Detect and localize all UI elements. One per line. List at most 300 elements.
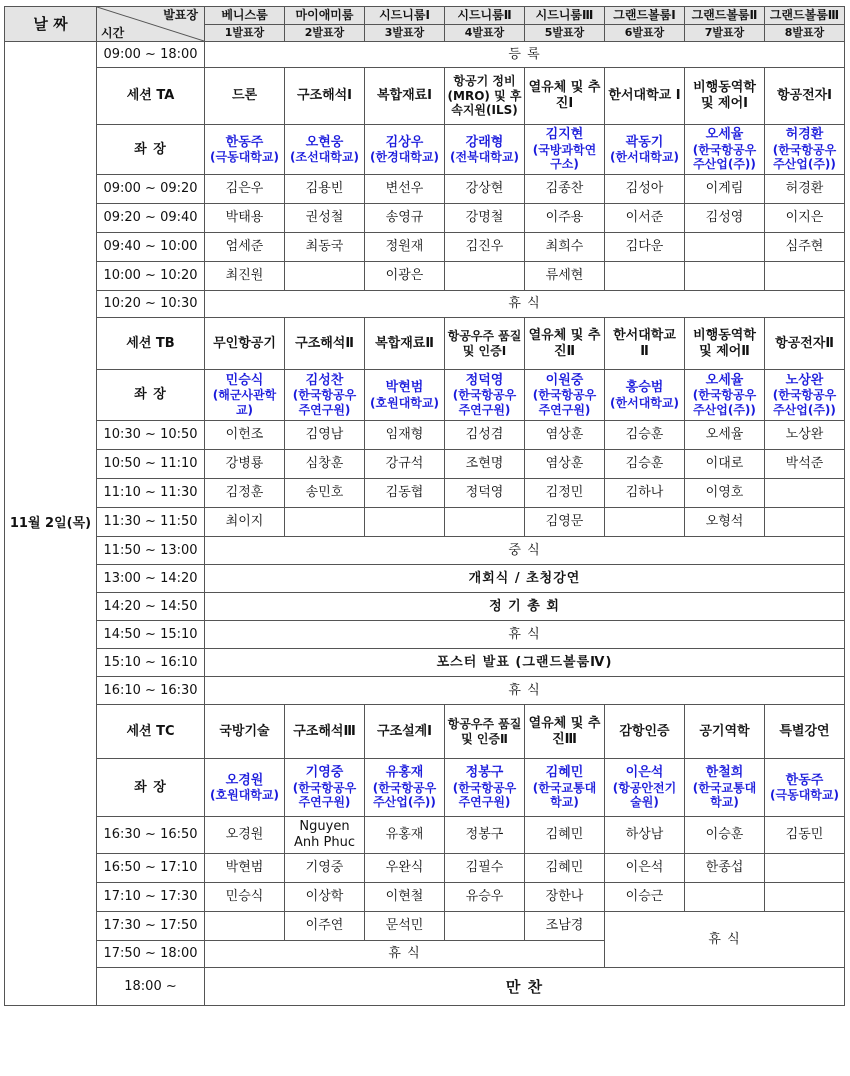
chair-cell: [765, 370, 845, 421]
session-topic: [285, 318, 365, 370]
hall-header: [525, 25, 605, 42]
presenter-cell: [205, 912, 285, 941]
time-value: 16:50 ~ 17:10: [103, 860, 198, 876]
presenter-name: 이광은: [385, 268, 424, 284]
session-topic: [685, 318, 765, 370]
presenter-cell: [205, 508, 285, 537]
topic-text: 항공기 정비(MRO) 및 후속지원(ILS): [447, 74, 522, 118]
date-cell: [5, 42, 97, 1006]
chair-org: (한국교통대학교): [532, 780, 597, 810]
chair-name: 김성찬: [305, 372, 344, 388]
event-cell: [205, 565, 845, 593]
presenter-cell: [605, 508, 685, 537]
presenter-name: 변선우: [385, 181, 424, 197]
presenter-cell: [765, 508, 845, 537]
presenter-name: 민승식: [225, 889, 264, 905]
presenter-cell: [285, 854, 365, 883]
presenter-cell: [525, 233, 605, 262]
chair-name: 김지현: [545, 127, 584, 143]
room-header: [525, 7, 605, 25]
session-topic: [685, 705, 765, 759]
topic-text: 구조해석Ⅲ: [293, 723, 356, 739]
presenter-name: 이계림: [705, 181, 744, 197]
chair-org: (한서대학교): [610, 395, 679, 410]
time-value: 14:20 ~ 14:50: [103, 598, 198, 614]
presenter-cell: [445, 883, 525, 912]
topic-text: 구조해석Ⅰ: [296, 88, 353, 104]
time-cell: [97, 565, 205, 593]
presenter-name: 김영문: [545, 514, 584, 530]
hall-name: 8발표장: [784, 26, 825, 40]
presenter-cell: [445, 912, 525, 941]
session-label-text: 세션 TB: [126, 335, 175, 351]
chair-cell: [605, 370, 685, 421]
chair-org: (한국교통대학교): [692, 780, 757, 810]
presenter-name: 강규석: [385, 456, 424, 472]
presenter-name: 김성겸: [465, 427, 504, 443]
presenter-name: 류세현: [545, 268, 584, 284]
event-cell: [205, 677, 845, 705]
presenter-cell: [285, 912, 365, 941]
room-header: [205, 7, 285, 25]
hall-name: 1발표장: [224, 26, 265, 40]
chair-name: 허경환: [785, 127, 824, 143]
event-cell: [205, 593, 845, 621]
presenter-cell: [445, 479, 525, 508]
hall-header: [205, 25, 285, 42]
presenter-cell: [605, 479, 685, 508]
chair-cell: [765, 125, 845, 175]
presenter-cell: [205, 817, 285, 854]
time-cell: [97, 42, 205, 68]
hall-name: 5발표장: [544, 26, 585, 40]
presenter-cell: [685, 817, 765, 854]
time-cell: [97, 621, 205, 649]
topic-text: 국방기술: [219, 723, 270, 739]
room-name: 시드니룸Ⅱ: [457, 8, 512, 23]
presenter-name: 우완식: [385, 860, 424, 876]
presenter-cell: [205, 233, 285, 262]
presenter-cell: [605, 233, 685, 262]
hall-header: [605, 25, 685, 42]
registration-label: 등 록: [508, 46, 541, 62]
presenter-name: 박현범: [225, 860, 264, 876]
chair-name: 김혜민: [545, 765, 584, 781]
presenter-name: 정원재: [385, 239, 424, 255]
chair-name: 박현범: [385, 380, 424, 395]
presenter-cell: [605, 854, 685, 883]
presenter-cell: [365, 508, 445, 537]
presenter-cell: [685, 854, 765, 883]
chair-name: 김상우: [385, 134, 424, 150]
presenter-cell: [685, 233, 765, 262]
presenter-cell: [685, 204, 765, 233]
presenter-name: 염상훈: [545, 427, 584, 443]
room-header: [365, 7, 445, 25]
time-cell: [97, 421, 205, 450]
presenter-name: 이은석: [625, 860, 664, 876]
presenter-cell: [765, 421, 845, 450]
hall-name: 6발표장: [624, 26, 665, 40]
presenter-cell: [445, 204, 525, 233]
presenter-cell: [365, 450, 445, 479]
presenter-cell: [285, 479, 365, 508]
break-label: 휴 식: [708, 931, 741, 947]
time-value: 10:00 ~ 10:20: [103, 268, 198, 284]
chair-cell: [605, 759, 685, 817]
presenter-name: 김승훈: [625, 456, 664, 472]
chair-name: 한철희: [705, 765, 744, 781]
time-cell: [97, 291, 205, 318]
session-topic: [205, 318, 285, 370]
presenter-cell: [365, 883, 445, 912]
time-cell: [97, 968, 205, 1006]
session-topic: [765, 318, 845, 370]
presenter-name: 권성철: [305, 210, 344, 226]
time-cell: [97, 649, 205, 677]
presenter-name: 김종찬: [545, 181, 584, 197]
presenter-cell: [765, 817, 845, 854]
chair-org: (한국항공우주연구원): [292, 388, 357, 417]
presenter-cell: [445, 817, 525, 854]
topic-text: 드론: [231, 88, 258, 104]
time-value: 15:10 ~ 16:10: [103, 654, 198, 670]
presenter-cell: [365, 854, 445, 883]
presenter-name: 이승근: [625, 889, 664, 905]
time-value: 13:00 ~ 14:20: [103, 570, 198, 586]
time-cell: [97, 883, 205, 912]
presenter-cell: [285, 508, 365, 537]
session-topic: [765, 68, 845, 125]
presenter-name: 김동민: [785, 827, 824, 843]
topic-text: 공기역학: [699, 723, 750, 739]
event-label: 포스터 발표 (그랜드볼룸Ⅳ): [436, 654, 613, 670]
presenter-cell: [525, 479, 605, 508]
break-cell: [205, 291, 845, 318]
presenter-cell: [285, 883, 365, 912]
presenter-cell: [525, 854, 605, 883]
presenter-cell: [685, 421, 765, 450]
chair-name: 정덕영: [465, 372, 504, 388]
chair-org: (항공안전기술원): [612, 780, 677, 810]
presenter-cell: [765, 175, 845, 204]
presenter-name: 김동협: [385, 485, 424, 501]
topic-text: 복합재료Ⅱ: [375, 335, 434, 351]
topic-text: 구조해석Ⅱ: [295, 335, 354, 351]
presenter-cell: [765, 233, 845, 262]
chair-org: (극동대학교): [770, 788, 839, 803]
presenter-cell: [445, 508, 525, 537]
break-cell: [605, 912, 845, 968]
chair-cell: [445, 125, 525, 175]
presenter-cell: [445, 262, 525, 291]
presenter-cell: [205, 883, 285, 912]
chair-org: (전북대학교): [450, 150, 519, 165]
date-header: [5, 7, 97, 42]
chair-name: 오현웅: [305, 134, 344, 150]
chair-name: 홍승범: [625, 380, 664, 395]
session-topic: [525, 705, 605, 759]
chair-label: [97, 759, 205, 817]
presenter-name: 장한나: [545, 889, 584, 905]
event-label: 개회식 / 초청강연: [468, 570, 581, 586]
hall-name: 3발표장: [384, 26, 425, 40]
chair-org: (호원대학교): [210, 788, 279, 803]
session-topic: [205, 705, 285, 759]
presenter-name: 강상현: [465, 181, 504, 197]
presenter-name: 최희수: [545, 239, 584, 255]
topic-text: 특별강연: [779, 723, 830, 739]
hall-name: 2발표장: [304, 26, 345, 40]
break-cell: [205, 941, 605, 968]
session-topic: [365, 318, 445, 370]
topic-text: 항공우주 품질 및 인증Ⅱ: [447, 717, 522, 746]
session-label: [97, 705, 205, 759]
chair-name: 오세율: [705, 372, 744, 388]
session-topic: [605, 705, 685, 759]
chair-label: [97, 125, 205, 175]
topic-text: 무인항공기: [213, 335, 276, 351]
presenter-cell: [605, 204, 685, 233]
room-header: [285, 7, 365, 25]
time-cell: [97, 204, 205, 233]
presenter-name: 유홍재: [385, 827, 424, 843]
presenter-cell: [685, 262, 765, 291]
session-topic: [605, 68, 685, 125]
presenter-cell: [285, 817, 365, 854]
chair-cell: [205, 370, 285, 421]
topic-text: 한서대학교 Ⅰ: [608, 88, 681, 104]
time-cell: [97, 479, 205, 508]
presenter-cell: [365, 262, 445, 291]
chair-org: (한국항공우주산업(주)): [772, 142, 837, 172]
chair-name: 기영중: [305, 765, 344, 781]
chair-cell: [445, 759, 525, 817]
event-label: 중 식: [508, 542, 541, 558]
presenter-name: 이영호: [705, 485, 744, 501]
presenter-cell: [605, 262, 685, 291]
presenter-name: 정덕영: [465, 485, 504, 501]
room-header: [605, 7, 685, 25]
time-value: 16:30 ~ 16:50: [103, 827, 198, 843]
presenter-name: 노상완: [785, 427, 824, 443]
topic-text: 열유체 및 추진Ⅱ: [528, 327, 601, 359]
presenter-name: 오형석: [705, 514, 744, 530]
room-name: 그랜드볼룸Ⅱ: [691, 8, 758, 23]
hall-header: [685, 25, 765, 42]
chair-org: (조선대학교): [290, 150, 359, 165]
chair-org: (한서대학교): [610, 150, 679, 165]
chair-label-text: 좌 장: [134, 387, 167, 403]
presenter-cell: [365, 233, 445, 262]
chair-org: (한국항공우주연구원): [532, 388, 597, 417]
topic-text: 구조설계Ⅰ: [376, 723, 433, 739]
presenter-name: 심주현: [785, 239, 824, 255]
presenter-cell: [445, 421, 525, 450]
event-label: 휴 식: [508, 626, 541, 642]
date-value: 11월 2일(목): [9, 515, 92, 531]
dinner-label: 만 찬: [505, 977, 544, 996]
time-value: 17:30 ~ 17:50: [103, 918, 198, 934]
chair-name: 이원중: [545, 372, 584, 388]
presenter-cell: [605, 883, 685, 912]
chair-org: (한국항공우주산업(주)): [692, 388, 757, 417]
presenter-cell: [605, 175, 685, 204]
chair-cell: [525, 125, 605, 175]
room-name: 마이애미룸: [295, 8, 354, 23]
chair-org: (한국항공우주연구원): [292, 780, 357, 810]
presenter-name: 염상훈: [545, 456, 584, 472]
presenter-name: 기영중: [305, 860, 344, 876]
presenter-cell: [445, 175, 525, 204]
presenter-cell: [685, 450, 765, 479]
room-name: 시드니룸Ⅰ: [379, 8, 430, 23]
presenter-cell: [205, 421, 285, 450]
presenter-name: 임재형: [385, 427, 424, 443]
time-value: 09:00 ~ 09:20: [103, 181, 198, 197]
chair-label-text: 좌 장: [134, 141, 167, 157]
chair-org: (한국항공우주산업(주)): [372, 780, 437, 810]
chair-cell: [765, 759, 845, 817]
event-label: 정 기 총 회: [489, 598, 560, 614]
chair-name: 한동주: [225, 134, 264, 150]
chair-name: 정봉구: [465, 765, 504, 781]
chair-cell: [685, 370, 765, 421]
presenter-cell: [525, 883, 605, 912]
chair-cell: [445, 370, 525, 421]
presenter-name: 강병룡: [225, 456, 264, 472]
presenter-cell: [765, 854, 845, 883]
presenter-cell: [525, 262, 605, 291]
room-header: [445, 7, 525, 25]
presenter-cell: [365, 175, 445, 204]
presenter-cell: [365, 817, 445, 854]
time-cell: [97, 508, 205, 537]
time-value: 18:00 ~: [124, 978, 177, 994]
presenter-cell: [445, 233, 525, 262]
chair-org: (한국항공우주산업(주)): [772, 388, 837, 417]
presenter-name: 정봉구: [465, 827, 504, 843]
session-label: [97, 318, 205, 370]
hall-header: [765, 25, 845, 42]
topic-text: 감항인증: [619, 723, 670, 739]
chair-name: 오세율: [705, 127, 744, 143]
chair-name: 한동주: [785, 772, 824, 788]
chair-cell: [285, 125, 365, 175]
presenter-cell: [285, 450, 365, 479]
presenter-name: 문석민: [385, 918, 424, 934]
presenter-name: 김승훈: [625, 427, 664, 443]
presenter-name: 송민호: [305, 485, 344, 501]
presenter-name: 조현명: [465, 456, 504, 472]
chair-name: 민승식: [225, 372, 264, 388]
presenter-name: 이현철: [385, 889, 424, 905]
chair-cell: [365, 125, 445, 175]
presenter-name: 김진우: [465, 239, 504, 255]
presenter-cell: [765, 204, 845, 233]
presenter-name: 허경환: [785, 181, 824, 197]
presenter-name: 이상학: [305, 889, 344, 905]
chair-name: 이은석: [625, 765, 664, 781]
topic-text: 열유체 및 추진Ⅰ: [528, 80, 601, 111]
presenter-name: 박태용: [225, 210, 264, 226]
presenter-name: 한종섭: [705, 860, 744, 876]
time-value: 17:50 ~ 18:00: [103, 946, 198, 962]
presenter-cell: [285, 421, 365, 450]
presenter-name: 이주연: [305, 918, 344, 934]
chair-cell: [525, 370, 605, 421]
event-cell: [205, 537, 845, 565]
chair-org: (한국항공우주연구원): [452, 780, 517, 810]
chair-cell: [525, 759, 605, 817]
event-cell: [205, 649, 845, 677]
presenter-cell: [525, 175, 605, 204]
date-header-label: 날 짜: [33, 15, 68, 33]
venue-label: 발표장: [163, 8, 198, 22]
session-topic: [685, 68, 765, 125]
presenter-name: 엄세준: [225, 239, 264, 255]
chair-cell: [365, 370, 445, 421]
presenter-cell: [205, 262, 285, 291]
session-topic: [365, 68, 445, 125]
presenter-cell: [365, 912, 445, 941]
time-cell: [97, 537, 205, 565]
presenter-cell: [605, 421, 685, 450]
presenter-cell: [445, 854, 525, 883]
presenter-cell: [285, 175, 365, 204]
chair-cell: [605, 125, 685, 175]
presenter-name: 조남경: [545, 918, 584, 934]
time-value: 09:20 ~ 09:40: [103, 210, 198, 226]
break-label: 휴 식: [388, 946, 421, 962]
chair-org: (호원대학교): [370, 395, 439, 410]
presenter-cell: [205, 479, 285, 508]
chair-org: (극동대학교): [210, 150, 279, 165]
presenter-name: 오세율: [705, 427, 744, 443]
room-header: [685, 7, 765, 25]
presenter-name: 이승훈: [705, 827, 744, 843]
chair-name: 노상완: [785, 372, 824, 388]
presenter-name: 이지은: [785, 210, 824, 226]
room-header: [765, 7, 845, 25]
chair-org: (한국항공우주산업(주)): [692, 142, 757, 172]
presenter-cell: [365, 204, 445, 233]
presenter-cell: [765, 479, 845, 508]
presenter-name: 김혜민: [545, 860, 584, 876]
time-cell: [97, 941, 205, 968]
presenter-cell: [445, 450, 525, 479]
room-name: 그랜드볼룸Ⅰ: [613, 8, 676, 23]
chair-name: 강래형: [465, 134, 504, 150]
presenter-name: 이서준: [625, 210, 664, 226]
session-topic: [285, 68, 365, 125]
chair-org: (국방과학연구소): [532, 142, 597, 172]
header-row: [5, 7, 845, 25]
session-topic: [445, 705, 525, 759]
presenter-name: 이주용: [545, 210, 584, 226]
chair-name: 유홍재: [385, 765, 424, 781]
topic-text: 한서대학교 Ⅱ: [613, 327, 676, 359]
dinner-cell: [205, 968, 845, 1006]
time-label: 시간: [101, 25, 125, 40]
topic-text: 비행동역학 및 제어Ⅰ: [693, 80, 756, 111]
event-label: 휴 식: [508, 682, 541, 698]
presenter-cell: [605, 817, 685, 854]
presenter-name: 김다운: [625, 239, 664, 255]
topic-text: 열유체 및 추진Ⅲ: [528, 715, 601, 747]
presenter-name: 심창훈: [305, 456, 344, 472]
presenter-name: 최진원: [225, 268, 264, 284]
